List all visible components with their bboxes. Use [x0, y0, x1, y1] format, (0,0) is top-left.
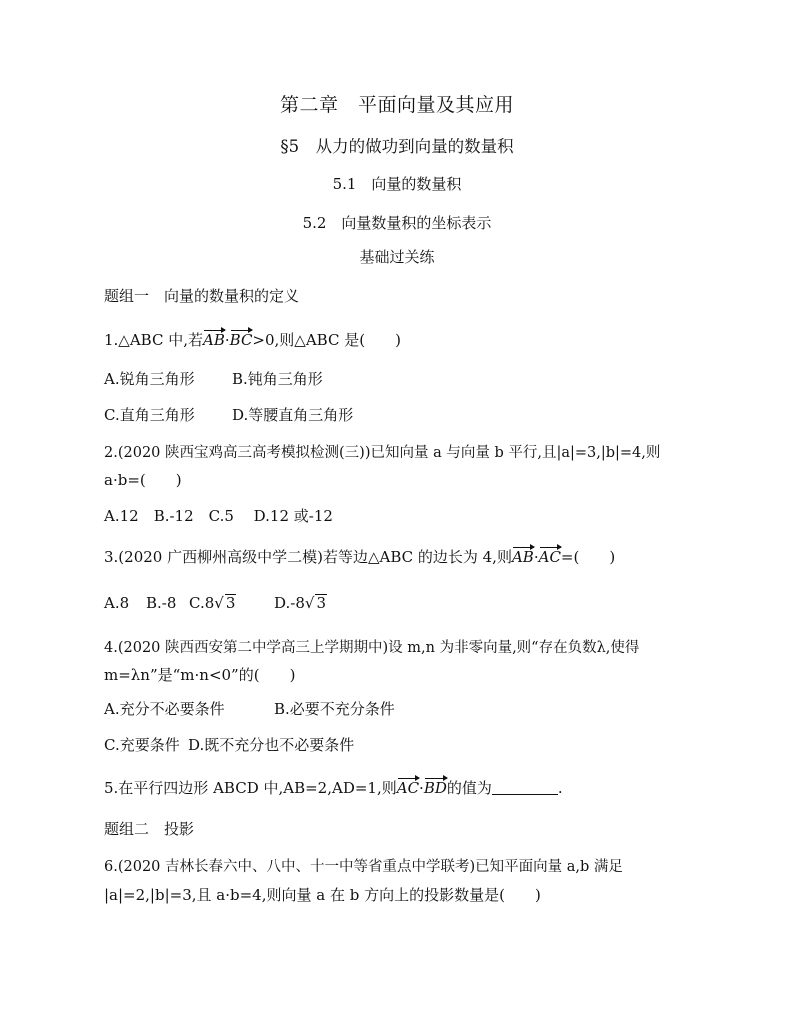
question-2-line-2: a·b=( )	[104, 471, 182, 489]
q5-prefix: 5.在平行四边形 ABCD 中,AB=2,AD=1,则	[104, 779, 397, 797]
subsection-title-2: 5.2 向量数量积的坐标表示	[302, 214, 492, 232]
sqrt-icon: √	[304, 594, 315, 612]
question-5	[104, 777, 563, 798]
q3-option-c-radicand: 3	[225, 594, 236, 612]
q4-option-d: D.既不充分也不必要条件	[188, 736, 355, 754]
question-4-line-1: 4.(2020 陕西西安第二中学高三上学期期中)设 m,n 为非零向量,则“存在负数λ,使得	[104, 640, 640, 656]
q3-option-a: A.8	[104, 594, 130, 612]
question-3	[104, 546, 615, 567]
chapter-title: 第二章 平面向量及其应用	[279, 94, 514, 116]
question-2-line-1: 2.(2020 陕西宝鸡高三高考模拟检测(三))已知向量 a 与向量 b 平行,且|a|=3,|b|=4,则	[104, 445, 661, 461]
q1-prefix: 1.△ABC 中,若	[104, 331, 203, 349]
subsection-title-1: 5.1 向量的数量积	[332, 175, 462, 193]
sqrt-icon: √	[214, 594, 224, 612]
vector-bd: BD	[423, 779, 447, 797]
answer-blank[interactable]	[492, 794, 558, 795]
q3-option-d-coef: D.-8	[274, 594, 305, 612]
vector-bc: BC	[229, 331, 253, 349]
q3-option-d	[274, 594, 327, 612]
q4-option-c: C.充要条件	[104, 736, 180, 754]
q1-option-a: A.锐角三角形	[104, 370, 195, 388]
q3-suffix: =( )	[560, 548, 616, 566]
question-4-line-2: m=λn”是“m·n<0”的( )	[104, 666, 296, 684]
dot-operator: ·	[533, 548, 539, 566]
q3-option-d-radicand: 3	[316, 594, 326, 612]
q5-end: .	[557, 779, 563, 797]
q2-options: A.12 B.-12 C.5 D.12 或-12	[104, 507, 333, 525]
q1-option-b: B.钝角三角形	[232, 370, 323, 388]
section-title: §5 从力的做功到向量的数量积	[280, 137, 514, 156]
vector-ac: AC	[538, 548, 561, 566]
group-1-title: 题组一 向量的数量积的定义	[104, 287, 300, 305]
vector-ab: AB	[511, 548, 534, 566]
group-2-title: 题组二 投影	[104, 820, 195, 838]
q3-prefix: 3.(2020 广西柳州高级中学二模)若等边△ABC 的边长为 4,则	[104, 548, 512, 566]
q5-suffix: 的值为	[446, 779, 492, 797]
q1-option-d: D.等腰直角三角形	[232, 406, 354, 424]
question-6-line-1: 6.(2020 吉林长春六中、八中、十一中等省重点中学联考)已知平面向量 a,b 满足	[104, 859, 623, 875]
dot-operator: ·	[224, 331, 230, 349]
question-1	[104, 329, 401, 350]
question-6-line-2: |a|=2,|b|=3,且 a·b=4,则向量 a 在 b 方向上的投影数量是( )	[104, 886, 541, 904]
q4-option-b: B.必要不充分条件	[274, 700, 395, 718]
q1-option-c: C.直角三角形	[104, 406, 195, 424]
vector-ac: AC	[396, 779, 420, 797]
q3-option-c-coef: C.8	[189, 594, 215, 612]
dot-operator: ·	[419, 779, 424, 797]
q3-option-b: B.-8	[146, 594, 177, 612]
q4-option-a: A.充分不必要条件	[104, 700, 225, 718]
vector-ab: AB	[203, 331, 225, 349]
q1-suffix: >0,则△ABC 是( )	[252, 331, 401, 349]
q3-option-c	[189, 594, 236, 612]
practice-heading: 基础过关练	[359, 248, 435, 266]
